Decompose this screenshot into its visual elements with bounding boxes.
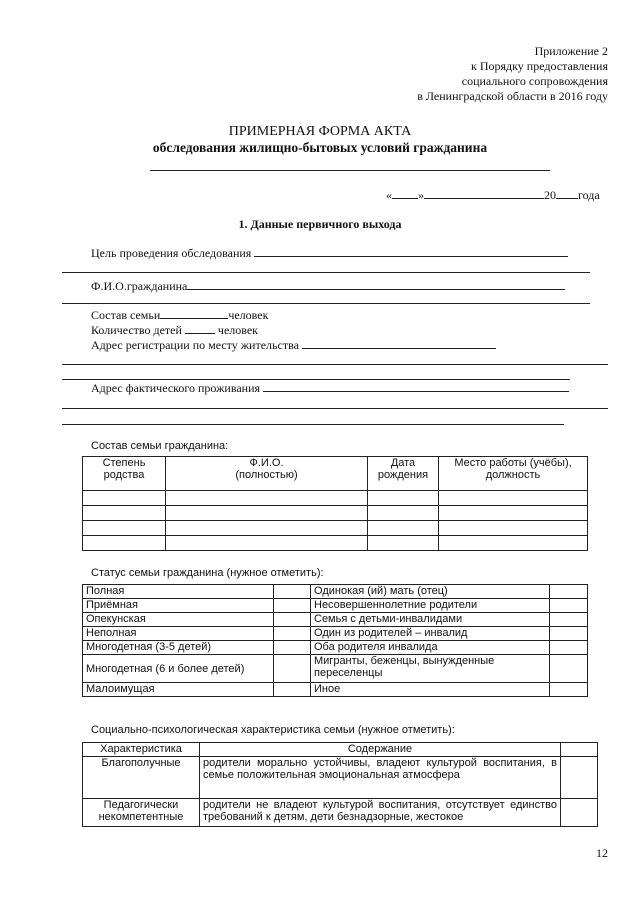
family-size-unit: человек	[228, 308, 269, 322]
status-right-label: Иное	[311, 683, 550, 697]
table-cell[interactable]	[368, 521, 439, 536]
family-table-row	[83, 491, 588, 506]
section1-heading: 1. Данные первичного выхода	[238, 217, 402, 231]
table-row	[83, 641, 588, 655]
table-cell[interactable]	[439, 491, 588, 506]
status-right-label: Одинокая (ий) мать (отец)	[311, 585, 550, 599]
purpose-row	[91, 246, 568, 261]
date-day-field[interactable]	[392, 188, 418, 199]
reg-address-label: Адрес регистрации по месту жительства	[91, 338, 299, 352]
psych-table-caption: Социально-психологическая характеристика семьи (нужное отметить):	[91, 724, 455, 736]
status-left-label: Многодетная (6 и более детей)	[83, 655, 274, 683]
table-cell[interactable]	[166, 506, 368, 521]
reg-address-line-3	[62, 379, 570, 380]
appendix-line-1: Приложение 2	[534, 44, 608, 58]
appendix-block	[417, 44, 608, 104]
psych-char: Благополучные	[83, 757, 200, 799]
children-row	[91, 323, 258, 338]
psych-content: родители морально устойчивы, владеют культурой воспитания, в семье положительная эмоциональная атмосфера	[200, 757, 561, 799]
status-checkbox[interactable]	[550, 613, 588, 627]
title-main: ПРИМЕРНАЯ ФОРМА АКТА	[228, 124, 412, 139]
family-table-row	[83, 521, 588, 536]
status-checkbox[interactable]	[274, 641, 311, 655]
date-year-prefix: 20	[544, 188, 556, 202]
table-cell[interactable]	[83, 521, 166, 536]
appendix-line-2: к Порядку предоставления	[470, 59, 608, 73]
table-cell[interactable]	[439, 521, 588, 536]
psych-table	[82, 742, 598, 827]
status-checkbox[interactable]	[550, 683, 588, 697]
status-right-label: Семья с детьми-инвалидами	[311, 613, 550, 627]
appendix-line-4: в Ленинградской области в 2016 году	[417, 89, 608, 103]
fio-label: Ф.И.О.гражданина	[91, 279, 188, 293]
table-cell[interactable]	[83, 536, 166, 551]
purpose-line-2	[62, 272, 590, 273]
actual-address-row	[91, 381, 569, 396]
status-checkbox[interactable]	[274, 627, 311, 641]
actual-address-field[interactable]	[263, 381, 569, 392]
actual-address-line-3	[62, 424, 564, 425]
status-left-label: Опекунская	[83, 613, 274, 627]
table-cell[interactable]	[166, 491, 368, 506]
status-checkbox[interactable]	[274, 585, 311, 599]
date-year-field[interactable]	[556, 188, 578, 199]
status-checkbox[interactable]	[550, 655, 588, 683]
status-left-label: Полная	[83, 585, 274, 599]
date-line	[386, 188, 600, 203]
reg-address-line-2	[62, 364, 608, 365]
table-row	[83, 655, 588, 683]
children-label: Количество детей	[91, 323, 182, 337]
title-underline	[150, 170, 550, 171]
table-row	[83, 585, 588, 599]
status-left-label: Малоимущая	[83, 683, 274, 697]
children-unit: человек	[217, 323, 259, 337]
fio-row	[91, 279, 565, 294]
family-size-row	[91, 308, 268, 323]
table-row	[83, 627, 588, 641]
date-month-field[interactable]	[424, 188, 544, 199]
psych-checkbox[interactable]	[561, 757, 598, 799]
table-row	[83, 757, 598, 799]
reg-address-field[interactable]	[302, 338, 496, 349]
status-checkbox[interactable]	[550, 641, 588, 655]
status-right-label: Один из родителей – инвалид	[311, 627, 550, 641]
page-number: 12	[596, 846, 608, 860]
reg-address-row	[91, 338, 496, 353]
status-checkbox[interactable]	[274, 613, 311, 627]
date-quote-open: «	[386, 188, 392, 202]
date-quote-close: »	[418, 188, 424, 202]
status-table-caption: Статус семьи гражданина (нужное отметить):	[91, 567, 324, 579]
family-table-caption: Состав семьи гражданина:	[91, 440, 229, 452]
status-checkbox[interactable]	[274, 683, 311, 697]
table-row	[83, 599, 588, 613]
fio-line-2	[62, 303, 590, 304]
table-cell[interactable]	[439, 536, 588, 551]
date-year-suffix: года	[578, 188, 600, 202]
table-cell[interactable]	[166, 536, 368, 551]
status-right-label: Несовершеннолетние родители	[311, 599, 550, 613]
family-table	[82, 456, 588, 551]
status-table	[82, 584, 588, 697]
fio-field[interactable]	[187, 279, 565, 290]
status-left-label: Многодетная (3-5 детей)	[83, 641, 274, 655]
family-size-label: Состав семьи	[91, 308, 161, 322]
psych-header-char: Характеристика	[83, 743, 200, 757]
family-size-field[interactable]	[160, 308, 228, 319]
page-title	[0, 124, 640, 156]
status-checkbox[interactable]	[550, 627, 588, 641]
table-row	[83, 743, 598, 757]
psych-header-content: Содержание	[200, 743, 561, 757]
status-checkbox[interactable]	[274, 655, 311, 683]
appendix-line-3: социального сопровождения	[461, 74, 608, 88]
purpose-field[interactable]	[254, 246, 568, 257]
table-row	[83, 613, 588, 627]
table-cell[interactable]	[368, 506, 439, 521]
status-left-label: Приёмная	[83, 599, 274, 613]
psych-checkbox[interactable]	[561, 799, 598, 827]
family-table-row	[83, 536, 588, 551]
actual-address-label: Адрес фактического проживания	[91, 381, 261, 395]
title-sub: обследования жилищно-бытовых условий гражданина	[152, 140, 488, 155]
table-cell[interactable]	[368, 536, 439, 551]
actual-address-line-2	[62, 408, 608, 409]
table-row	[83, 799, 598, 827]
purpose-label: Цель проведения обследования	[91, 246, 252, 260]
psych-content: родители не владеют культурой воспитания, отсутствует единство требований к детям, дети безнадзорные, жестокое	[200, 799, 561, 827]
psych-header-mark	[561, 743, 598, 757]
status-right-label: Оба родителя инвалида	[311, 641, 550, 655]
children-field[interactable]	[185, 323, 215, 334]
status-checkbox[interactable]	[550, 599, 588, 613]
table-cell[interactable]	[83, 506, 166, 521]
family-header-birthdate: Дата рождения	[368, 457, 439, 491]
family-table-row	[83, 506, 588, 521]
psych-char: Педагогически некомпетентные	[83, 799, 200, 827]
status-checkbox[interactable]	[550, 585, 588, 599]
table-cell[interactable]	[166, 521, 368, 536]
status-right-label: Мигранты, беженцы, вынужденные переселенцы	[311, 655, 550, 683]
table-cell[interactable]	[83, 491, 166, 506]
table-row	[83, 683, 588, 697]
family-header-fio: Ф.И.О. (полностью)	[166, 457, 368, 491]
status-checkbox[interactable]	[274, 599, 311, 613]
family-header-relation: Степень родства	[83, 457, 166, 491]
status-left-label: Неполная	[83, 627, 274, 641]
table-cell[interactable]	[439, 506, 588, 521]
family-header-work: Место работы (учёбы), должность	[439, 457, 588, 491]
table-cell[interactable]	[368, 491, 439, 506]
